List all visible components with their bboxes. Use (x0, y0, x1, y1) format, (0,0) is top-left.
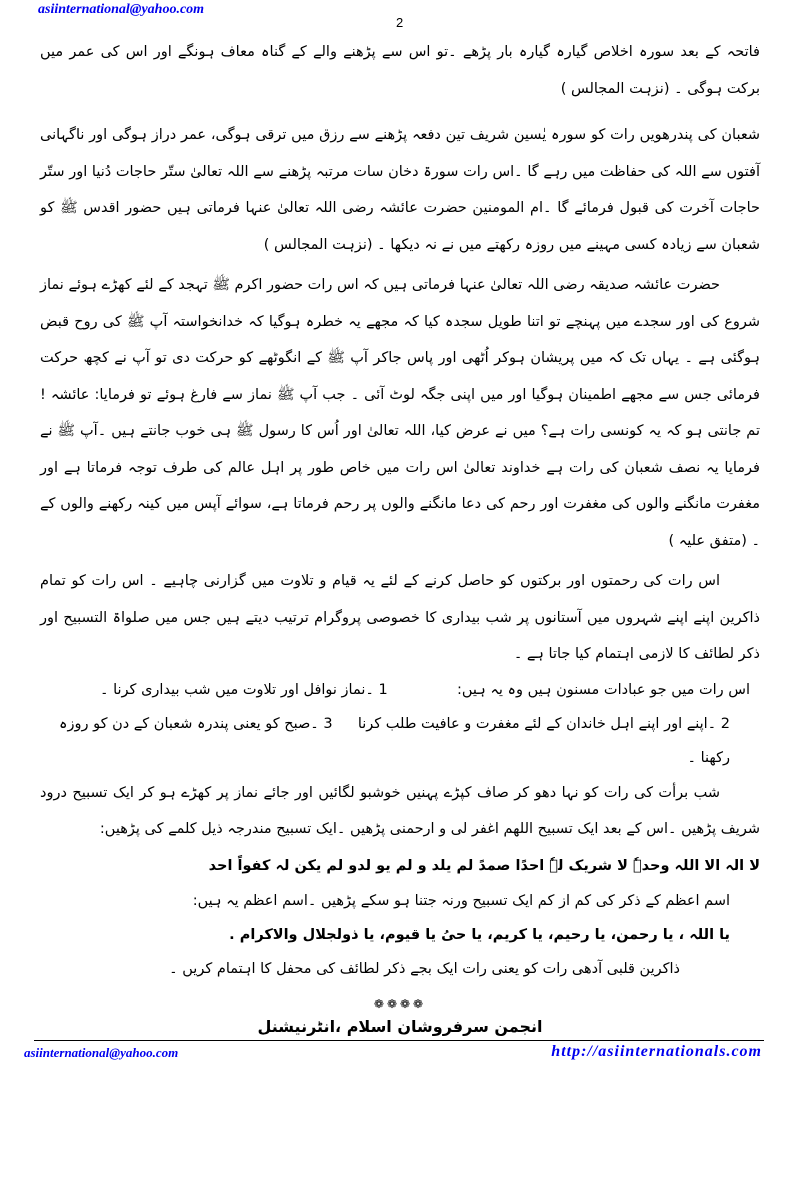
paragraph-3 (40, 267, 760, 559)
footer-email-link[interactable]: asiinternational@yahoo.com (24, 1045, 179, 1060)
text-line: آفتوں سے اللہ کی حفاظت میں رہے گا ۔اس رات سورۃ دخان سات مرتبہ پڑھنے سے اللہ تعالیٰ ستّر حاجات دُنیا اور ستّر (40, 163, 760, 180)
document-body (0, 34, 800, 986)
list-intro: اس رات میں جو عبادات مسنون ہیں وہ یہ ہیں: (456, 681, 750, 698)
text-line: حضرت عائشہ صدیقہ رضی اللہ تعالیٰ عنہا فرماتی ہیں کہ اس رات حضور اکرم ﷺ تہجد کے لئے کھڑے ہوئے نماز شروع کی (40, 277, 761, 330)
text-line: پریشان ہوکر اُٹھی اور پاس جاکر آپ ﷺ کے انگوٹھے کو حرکت دی تو آپ نے کچھ حرکت فرمائی جس سے مجھے اطمینان ہوگیا اور میں (40, 350, 760, 403)
ornament-divider-icon: ❁❁❁❁ (373, 997, 427, 1011)
text-line: زیادہ کسی مہینے میں روزہ رکھتے میں نے نہ دیکھا ۔ (نزہت المجالس ) (263, 236, 692, 253)
paragraph-2 (40, 117, 760, 263)
text-line: پر اہل عالم کی طرف توجہ فرماتا ہے اور مغفرت مانگنے والوں کی مغفرت اور رحم کی دعا مانگنے والوں پر رحم فرماتا ہے، سوائے آپس میں کینہ (40, 459, 761, 512)
text-line: اپنی جگہ لوٹ آئی ۔ جب آپ ﷺ نماز سے فارغ ہوئے تو فرمایا: عائشہ !تم جانتی ہو کہ یہ کونسی رات ہے؟ میں نے عرض کیا، اللہ تعالیٰ (40, 386, 760, 439)
text-line: لطائف کا لازمی اہتمام کیا جاتا ہے ۔ (513, 646, 735, 662)
ism-azam-intro: اسم اعظم کے ذکر کی کم از کم ایک تسبیح ورنہ جتنا ہو سکے پڑھیں ۔اسم اعظم یہ ہیں: (192, 893, 730, 909)
page-header (0, 0, 800, 34)
text-line: اور اُس کا رسول ﷺ ہی خوب جانتے ہیں ۔آپ ﷺ نے فرمایا یہ نصف شعبان کی رات ہے خداوند تعالیٰ اس رات میں خاص طور (40, 423, 760, 476)
paragraph-4 (40, 563, 760, 673)
header-email-link[interactable]: asiinternational@yahoo.com (38, 2, 205, 17)
list-row-1 (40, 673, 760, 707)
text-line: رکھنے والوں کے ۔ (متفق علیہ ) (40, 496, 760, 549)
text-line: اس رات کی رحمتوں اور برکتوں کو حاصل کرنے کے لئے یہ قیام و تلاوت میں گزارنی چاہیے ۔ اس رات کو تمام (40, 573, 720, 589)
page-footer (0, 994, 800, 1071)
tasbih-section (40, 775, 760, 987)
text-line: شب برأت کی رات کو نہا دھو کر صاف کپڑے پہنیں خوشبو لگائیں اور جائے نماز پر کھڑے ہو کر ایک تسبیح درود (40, 784, 720, 801)
text-line: شعبان کی پندرھویں رات کو سورہ یٰسین شریف تین دفعہ پڑھنے سے رزق میں ترقی ہوگی، عمر دراز ہوگی اور ناگہانی (40, 127, 760, 143)
text-line: ذاکرین اپنے اپنے شہروں میں آستانوں پر شب بیداری کا خصوصی پروگرام ترتیب دیتے ہیں جس میں صلواۃ التسبیح اور ذکر (40, 609, 760, 662)
list-item-2: 2 ۔اپنے اور اپنے اہل خاندان کے لئے مغفرت و عافیت طلب کرنا (357, 715, 730, 732)
ism-azam-names: یا اللہ ، یا رحمن، یا رحیم، یا کریم، یا حیُ یا قیوم، یا ذولجلال والاکرام . (229, 927, 730, 943)
text-line: ہوگی ۔ (نزہت المجالس ) (560, 80, 723, 97)
text-line: فاتحہ کے بعد سورہ اخلاص گیارہ گیارہ بار پڑھے ۔تو اس سے پڑھنے والے کے گناہ معاف ہونگے اور اس کی عمر میں برکت (40, 44, 760, 97)
text-line: شریف پڑھیں ۔اس کے بعد ایک تسبیح اللھم اغفر لی و ارحمنی پڑھیں ۔ایک تسبیح مندرجہ ذیل کلمے کی پڑھیں: (99, 821, 760, 837)
closing-line: ذاکرین قلبی آدھی رات کو یعنی رات ایک بجے ذکر لطائف کی محفل کا اہتمام کریں ۔ (169, 961, 680, 977)
list-row-2 (40, 707, 760, 775)
kalima-line: لا الہ الا اللہ وحدہٗ لا شریک لہٗ احدًا صمدً لم یلد و لم یو لدو لم یکن لہ کفواً احد (208, 857, 760, 874)
tasbih-paragraph (40, 775, 760, 848)
sunnah-list (40, 673, 760, 775)
paragraph-1 (40, 34, 760, 107)
page-number: 2 (396, 15, 404, 30)
text-line: حاجات آخرت کی قبول فرمائے گا ۔ام المومنین حضرت عائشہ رضی اللہ تعالیٰ عنہا فرماتی ہیں حضور اقدس ﷺ کو شعبان سے (40, 200, 760, 253)
organization-name: انجمن سرفروشان اسلام ،انٹرنیشنل (257, 1017, 543, 1036)
list-item-1: 1 ۔نماز نوافل اور تلاوت میں شب بیداری کرنا ۔ (100, 681, 388, 698)
footer-website-link[interactable]: http://asiinternationals.com (551, 1043, 762, 1060)
text-line: اور سجدے میں پہنچے تو اتنا طویل سجدہ کیا کہ مجھے یہ خطرہ ہوگیا کہ خدانخواستہ آپ ﷺ کی روح قبض ہوگئی ہے ۔ یہاں تک کہ میں (40, 313, 761, 366)
list-item-3: 3 ۔صبح کو یعنی پندرہ شعبان کے دن کو روزہ رکھنا ۔ (58, 715, 730, 766)
